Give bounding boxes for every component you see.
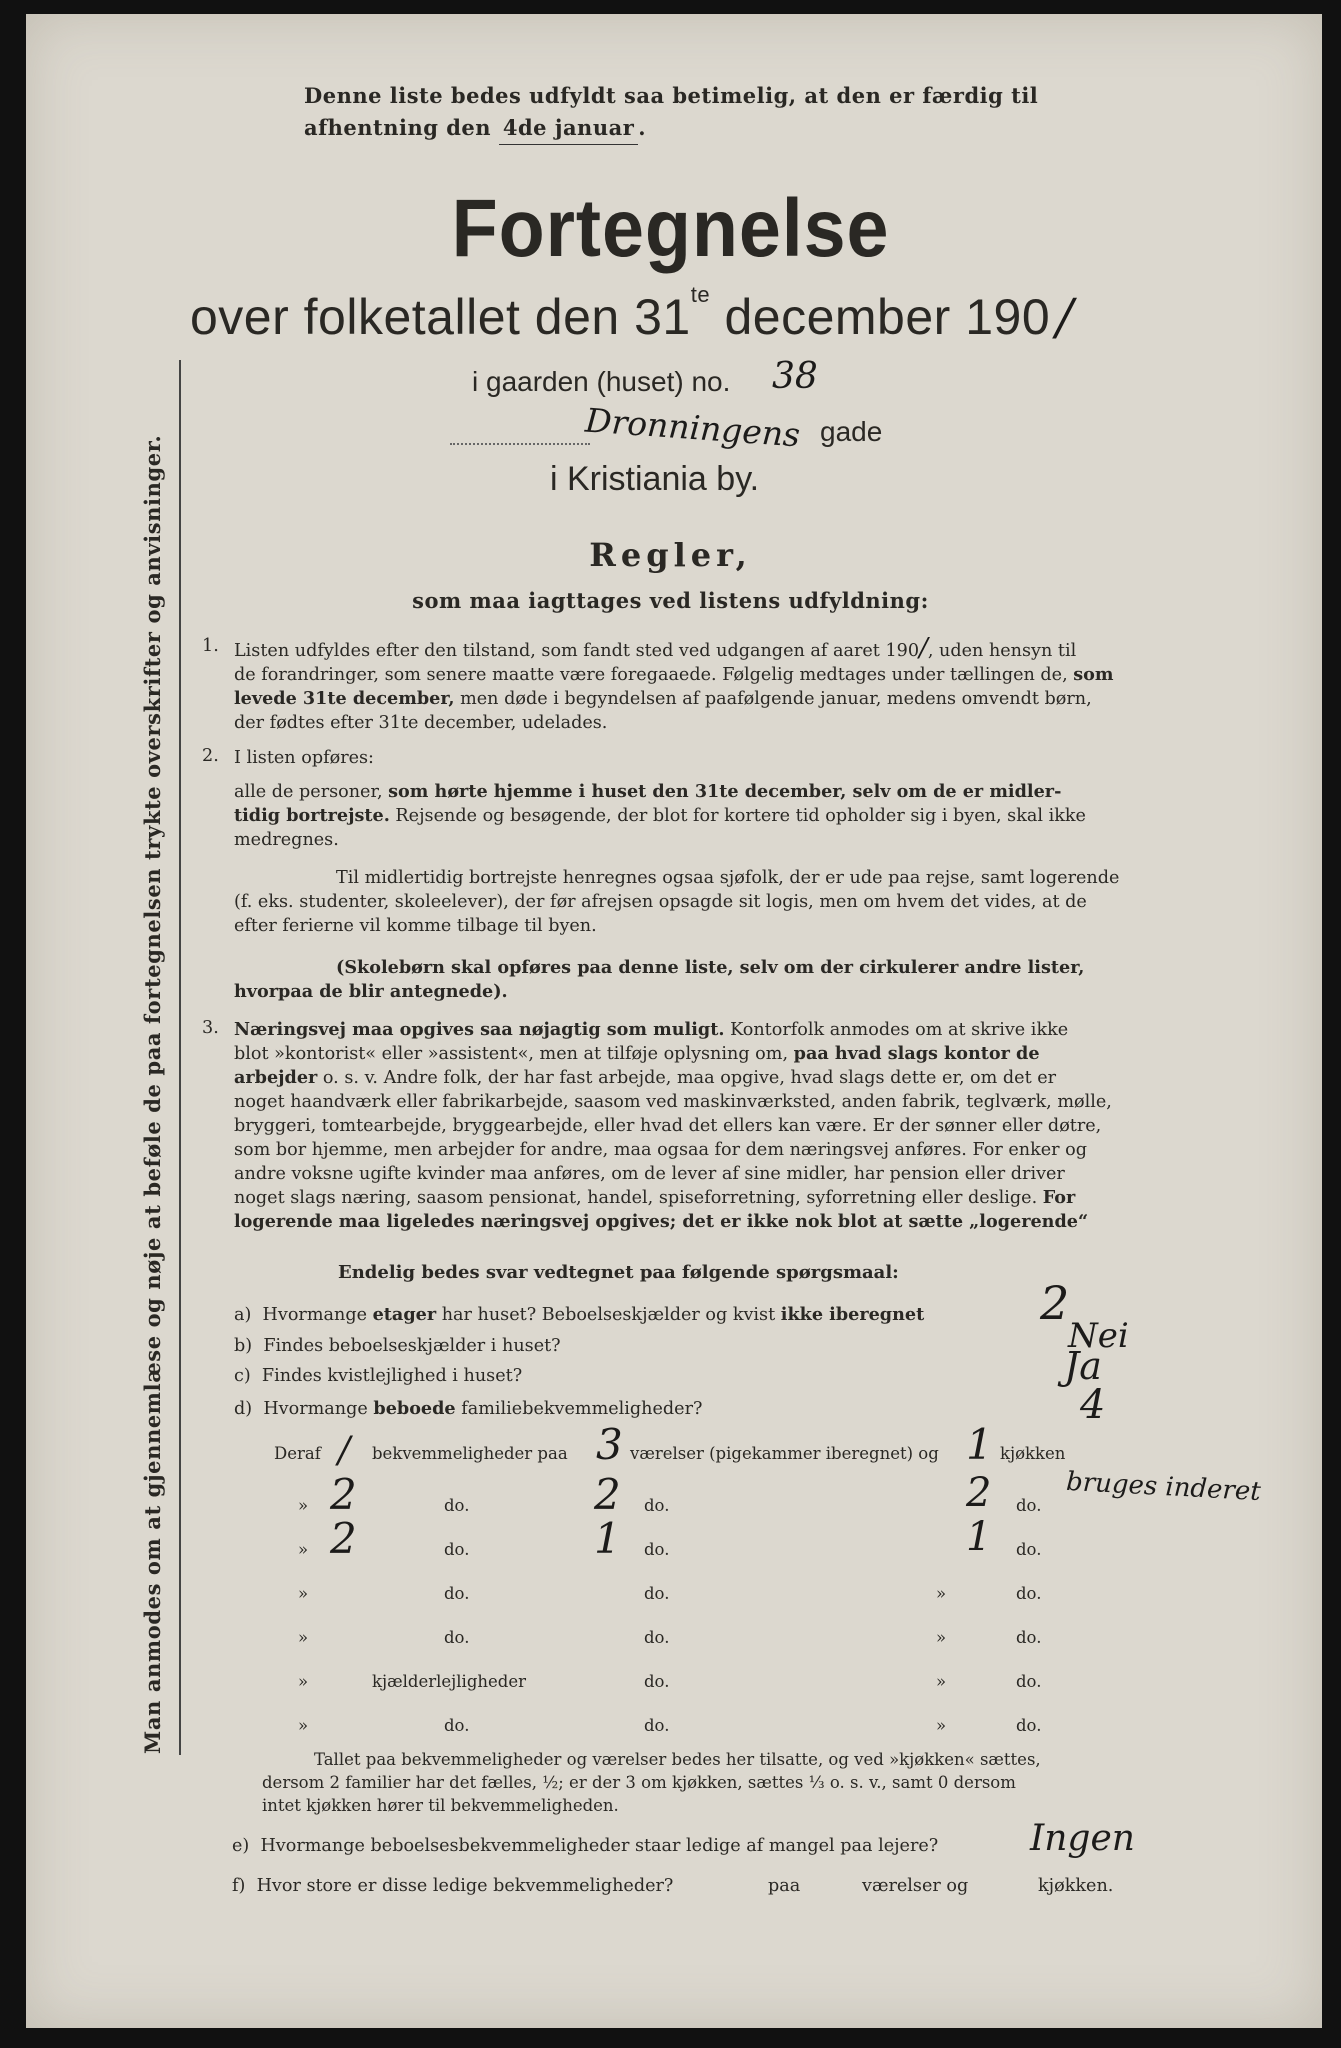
question-d: d) Hvormange beboede familiebekvemmeligheder?	[234, 1398, 703, 1419]
deadline-notice: Denne liste bedes udfyldt saa betimelig, at den er færdig til afhentning den 4de januar .	[304, 80, 1164, 145]
table-footnote: Tallet paa bekvemmeligheder og værelser bedes her tilsatte, og ved »kjøkken« sættes, dersom 2 familier har det fælles, ½; er der 3 om kjøkken, sættes ⅓ o. s. v., samt 0 dersom intet kjøkken hører til bekvemmeligheden.	[262, 1750, 1041, 1815]
question-a: a) Hvormange etager har huset? Beboelseskjælder og kvist ikke iberegnet	[234, 1304, 925, 1325]
table-row-2-marker: »	[298, 1540, 309, 1559]
table-row-2-kitchen: 1	[966, 1514, 992, 1560]
questions-heading: Endelig bedes svar vedtegnet paa følgende spørgsmaal:	[338, 1262, 899, 1283]
table-row-1-bekv: do.	[444, 1496, 470, 1515]
table-row-2-rooms: 1	[594, 1514, 621, 1563]
answer-a: 2	[1040, 1276, 1070, 1330]
table-row-2-vaer: do.	[644, 1540, 670, 1559]
house-number-value: 38	[772, 356, 818, 397]
question-b: b) Findes beboelseskjælder i huset?	[234, 1336, 561, 1356]
table-row-6-vaer: do.	[644, 1716, 670, 1735]
table-row-1-rooms: 2	[594, 1470, 621, 1519]
rules-heading: Regler,	[589, 536, 752, 574]
table-row-6-marker: »	[298, 1716, 309, 1735]
deadline-date: 4de januar	[499, 112, 638, 145]
table-row-5-marker: »	[298, 1672, 309, 1691]
table-row-6-kitchen-marker: »	[936, 1716, 947, 1735]
table-row-4-bekv: do.	[444, 1628, 470, 1647]
table-row-4-vaer: do.	[644, 1628, 670, 1647]
table-row-3-kitchen-marker: »	[936, 1584, 947, 1603]
table-row-0-kitchen: 1	[966, 1420, 993, 1469]
table-row-2-bekv: do.	[444, 1540, 470, 1559]
page-title: Fortegnelse	[451, 183, 890, 274]
table-row-2-kj: do.	[1016, 1540, 1042, 1559]
table-row-2-count: 2	[330, 1514, 357, 1563]
question-c: c) Findes kvistlejlighed i huset?	[234, 1366, 523, 1386]
question-e: e) Hvormange beboelsesbekvemmeligheder staar ledige af mangel paa lejere?	[232, 1836, 939, 1856]
answer-d: 4	[1080, 1382, 1106, 1428]
question-f: f) Hvor store er disse ledige bekvemmeligheder?	[232, 1876, 674, 1896]
table-row-4-kj: do.	[1016, 1628, 1042, 1647]
page-subtitle: over folketallet den $31^{te}$ december 190 /	[190, 282, 1074, 346]
table-row-4-marker: »	[298, 1628, 309, 1647]
table-row-0-count: /	[338, 1430, 351, 1471]
street-suffix: gade	[820, 416, 883, 447]
rule-2-note: (Skolebørn skal opføres paa denne liste, selv om der cirkulerer andre lister, hvorpaa de blir antegnede).	[234, 957, 1085, 1002]
table-row-3-marker: »	[298, 1584, 309, 1603]
table-row-3-kj: do.	[1016, 1584, 1042, 1603]
rule-2-paragraph-2: Til midlertidig bortrejste henregnes ogsaa sjøfolk, der er ude paa rejse, samt logerende (f. eks. studenter, skoleelever), der før afrejsen opsagde sit logis, men om hvem det vides, at de efter ferierne vil komme tilbage til byen.	[234, 868, 1120, 936]
table-handwritten-note: bruges inderet	[1065, 1466, 1262, 1508]
answer-e: Ingen	[1030, 1818, 1135, 1859]
table-row-1-kj: do.	[1016, 1496, 1042, 1515]
table-row-3-vaer: do.	[644, 1584, 670, 1603]
table-row-0-rooms: 3	[596, 1420, 623, 1469]
table-row-5-bekv: kjælderlejligheder	[372, 1672, 526, 1691]
table-row-6-kj: do.	[1016, 1716, 1042, 1735]
sidebar-instruction: Man anmodes om at gjennemlæse og nøje at beføle de paa fortegnelsen trykte overskrifter og anvisninger.	[140, 434, 165, 1754]
rule-1: Listen udfyldes efter den tilstand, som fandt sted ved udgangen af aaret 190/, uden hensyn til de forandringer, som senere maatte være foregaaede. Følgelig medtages under tællingen de, som levede 31te december, men døde i begyndelsen af paafølgende januar, medens omvendt børn, der fødtes efter 31te december, udelades.	[234, 633, 1114, 733]
rule-3: Næringsvej maa opgives saa nøjagtig som muligt. Kontorfolk anmodes om at skrive ikke blot »kontorist« eller »assistent«, men at tilføje oplysning om, paa hvad slags kontor de arbejder o. s. v. Andre folk, der har fast arbejde, maa opgive, hvad slags dette er, om det er noget haandværk eller fabrikarbejde, saasom ved maskinværksted, anden fabrik, teglværk, mølle, bryggeri, tomtearbejde, bryggearbejde, eller hvad det ellers kan være. Er der sønner eller døtre, som bor hjemme, men arbejder for andre, maa ogsaa for dem næringsvej anføres. For enker og andre voksne ugifte kvinder maa anføres, om de lever af sine midler, har pension eller driver noget slags næring, saasom pensionat, handel, spiseforretning, syforretning eller deslige. For logerende maa ligeledes næringsvej opgives; det er ikke nok blot at sætte „logerende“	[234, 1019, 1112, 1232]
table-row-5-vaer: do.	[644, 1672, 670, 1691]
table-row-3-bekv: do.	[444, 1584, 470, 1603]
answer-c: Ja	[1064, 1344, 1102, 1388]
table-row-1-count: 2	[330, 1470, 357, 1519]
table-row-1-vaer: do.	[644, 1496, 670, 1515]
city-line: i Kristiania by.	[550, 460, 760, 498]
answer-b: Nei	[1068, 1316, 1129, 1356]
rule-2: alle de personer, som hørte hjemme i huset den 31te december, selv om de er midler- tidig bortrejste. Rejsende og besøgende, der blot for kortere tid opholder sig i byen, skal ikke medregnes.	[234, 781, 1086, 850]
year-handwritten: /	[1056, 288, 1074, 346]
street-handwritten: Dronningens	[583, 400, 802, 455]
table-row-5-kitchen-marker: »	[936, 1672, 947, 1691]
house-number-label: i gaarden (huset) no.	[472, 366, 731, 397]
rules-subheading: som maa iagttages ved listens udfyldning:	[412, 588, 929, 613]
table-row-1-kitchen: 2	[966, 1470, 992, 1516]
table-row-5-kj: do.	[1016, 1672, 1042, 1691]
table-row-4-kitchen-marker: »	[936, 1628, 947, 1647]
table-row-6-bekv: do.	[444, 1716, 470, 1735]
table-row-1-marker: »	[298, 1496, 309, 1515]
street-dotted-line	[450, 443, 590, 445]
